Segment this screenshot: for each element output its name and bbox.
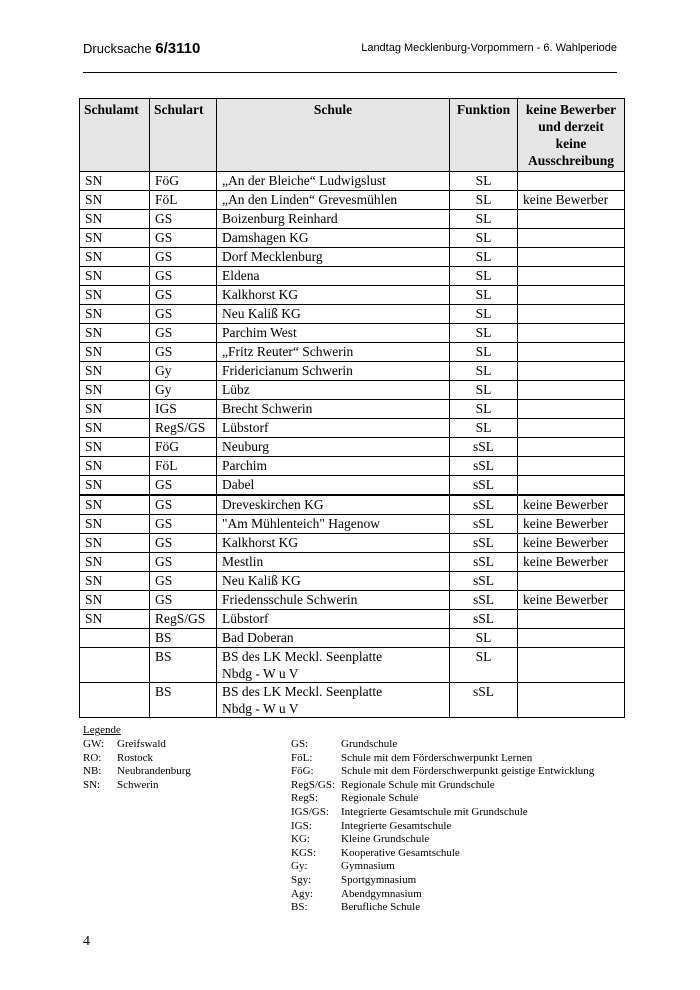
cell-status: [518, 267, 625, 286]
col-header-schulamt: Schulamt: [80, 99, 150, 172]
legend-entry: [83, 738, 283, 752]
cell-status: [518, 610, 625, 629]
cell-schulart: RegS/GS: [150, 610, 217, 629]
legend-meaning: Rostock: [117, 751, 154, 764]
cell-schulart: GS: [150, 495, 217, 515]
cell-schulamt: SN: [80, 172, 150, 191]
cell-schulart: IGS: [150, 400, 217, 419]
cell-funktion: SL: [450, 400, 518, 419]
cell-schulamt: SN: [80, 191, 150, 210]
legend-meaning: Integrierte Gesamtschule mit Grundschule: [341, 805, 528, 818]
cell-funktion: sSL: [450, 572, 518, 591]
cell-schulamt: SN: [80, 572, 150, 591]
cell-funktion: SL: [450, 286, 518, 305]
cell-schule: "Am Mühlenteich" Hagenow: [217, 515, 450, 534]
cell-schulamt: [80, 629, 150, 648]
cell-schule: Kalkhorst KG: [217, 286, 450, 305]
cell-schule: Lübstorf: [217, 610, 450, 629]
table-row: [80, 381, 625, 400]
legend-entry: [83, 779, 283, 793]
header-divider: [83, 72, 617, 73]
cell-funktion: SL: [450, 381, 518, 400]
cell-funktion: sSL: [450, 610, 518, 629]
cell-schulamt: SN: [80, 286, 150, 305]
legend-entry: [291, 847, 651, 861]
cell-schule: Dorf Mecklenburg: [217, 248, 450, 267]
cell-status: [518, 457, 625, 476]
legend-abbr: IGS:: [291, 819, 312, 832]
cell-schulart: GS: [150, 305, 217, 324]
cell-status: [518, 229, 625, 248]
cell-funktion: SL: [450, 210, 518, 229]
cell-schulamt: SN: [80, 476, 150, 496]
cell-status: [518, 248, 625, 267]
table-row: [80, 267, 625, 286]
cell-schulamt: SN: [80, 381, 150, 400]
cell-status: [518, 172, 625, 191]
cell-status: [518, 438, 625, 457]
cell-schule: BS des LK Meckl. Seenplatte Nbdg - W u V: [217, 683, 450, 718]
legend-entry: [291, 806, 651, 820]
legend-entry: [291, 738, 651, 752]
cell-schulart: GS: [150, 286, 217, 305]
cell-funktion: sSL: [450, 534, 518, 553]
cell-schulart: GS: [150, 248, 217, 267]
cell-schule: Brecht Schwerin: [217, 400, 450, 419]
cell-status: [518, 324, 625, 343]
cell-schule: Dabel: [217, 476, 450, 496]
legend-meaning: Integrierte Gesamtschule: [341, 819, 452, 832]
cell-schulart: GS: [150, 343, 217, 362]
cell-schule: Friedensschule Schwerin: [217, 591, 450, 610]
cell-schulamt: SN: [80, 324, 150, 343]
cell-status: [518, 381, 625, 400]
cell-schulamt: SN: [80, 438, 150, 457]
cell-funktion: SL: [450, 172, 518, 191]
cell-schule: Boizenburg Reinhard: [217, 210, 450, 229]
table-row: [80, 248, 625, 267]
table-row: [80, 648, 625, 683]
legend-entry: [291, 752, 651, 766]
table-row: [80, 400, 625, 419]
legend-abbr: BS:: [291, 901, 308, 914]
table-row: [80, 591, 625, 610]
cell-schulamt: SN: [80, 553, 150, 572]
legend-meaning: Gymnasium: [341, 860, 395, 873]
cell-status: [518, 210, 625, 229]
cell-funktion: SL: [450, 648, 518, 683]
cell-schule: Parchim West: [217, 324, 450, 343]
legend-school-types: [291, 738, 651, 915]
cell-funktion: SL: [450, 248, 518, 267]
table-row: [80, 324, 625, 343]
cell-schulart: BS: [150, 629, 217, 648]
cell-schulamt: SN: [80, 267, 150, 286]
table-row: [80, 286, 625, 305]
cell-schulart: GS: [150, 210, 217, 229]
cell-funktion: sSL: [450, 553, 518, 572]
cell-schule: Bad Doberan: [217, 629, 450, 648]
table-row: [80, 683, 625, 718]
cell-status: [518, 683, 625, 718]
cell-status: [518, 648, 625, 683]
cell-funktion: SL: [450, 191, 518, 210]
table-row: [80, 495, 625, 515]
cell-schulamt: SN: [80, 457, 150, 476]
cell-status: keine Bewerber: [518, 534, 625, 553]
cell-schule: Damshagen KG: [217, 229, 450, 248]
cell-funktion: sSL: [450, 457, 518, 476]
cell-funktion: sSL: [450, 495, 518, 515]
cell-schulart: BS: [150, 683, 217, 718]
legend-entry: [291, 833, 651, 847]
cell-status: keine Bewerber: [518, 191, 625, 210]
cell-status: keine Bewerber: [518, 591, 625, 610]
legend-meaning: Schule mit dem Förderschwerpunkt Lernen: [341, 751, 533, 764]
legend-entry: [83, 752, 283, 766]
legend-entry: [291, 779, 651, 793]
page-number: 4: [83, 934, 90, 949]
cell-funktion: sSL: [450, 438, 518, 457]
cell-schulamt: SN: [80, 495, 150, 515]
legend-abbr: SN:: [83, 778, 101, 791]
cell-schulart: GS: [150, 324, 217, 343]
cell-funktion: SL: [450, 324, 518, 343]
legend-abbr: FöG:: [291, 765, 314, 778]
table-row: [80, 476, 625, 496]
cell-schulart: FöL: [150, 457, 217, 476]
legend-abbr: KG:: [291, 833, 310, 846]
legend-meaning: Sportgymnasium: [341, 873, 417, 886]
legend-abbr: GS:: [291, 738, 309, 750]
legend-entry: [83, 765, 283, 779]
cell-schule: Fridericianum Schwerin: [217, 362, 450, 381]
cell-schulamt: SN: [80, 591, 150, 610]
legend-meaning: Kleine Grundschule: [341, 833, 430, 846]
cell-funktion: SL: [450, 629, 518, 648]
cell-schulart: FöG: [150, 438, 217, 457]
cell-schule: Lübstorf: [217, 419, 450, 438]
cell-schulart: GS: [150, 515, 217, 534]
cell-schulamt: SN: [80, 362, 150, 381]
table-row: [80, 305, 625, 324]
legend-meaning: Regionale Schule: [341, 792, 419, 805]
table-row: [80, 419, 625, 438]
table-row: [80, 572, 625, 591]
legend-entry: [291, 901, 651, 915]
cell-schule: Lübz: [217, 381, 450, 400]
cell-schule: Kalkhorst KG: [217, 534, 450, 553]
table-row: [80, 343, 625, 362]
legend-meaning: Berufliche Schule: [341, 901, 421, 914]
legend-meaning: Grundschule: [341, 738, 398, 750]
col-header-keine-bewerber: keine Bewerber und derzeit keine Ausschreibung: [518, 99, 625, 172]
legend-regions: [83, 738, 283, 792]
parliament-label: Landtag Mecklenburg-Vorpommern - 6. Wahlperiode: [361, 42, 617, 54]
cell-schulamt: SN: [80, 610, 150, 629]
school-table: [79, 98, 625, 718]
legend-abbr: KGS:: [291, 846, 317, 859]
cell-schulart: GS: [150, 267, 217, 286]
table-row: [80, 191, 625, 210]
cell-schulamt: SN: [80, 534, 150, 553]
cell-status: [518, 476, 625, 496]
cell-status: keine Bewerber: [518, 553, 625, 572]
legend-meaning: Regionale Schule mit Grundschule: [341, 778, 495, 791]
document-number: Drucksache 6/3110: [83, 40, 201, 57]
legend-abbr: Gy:: [291, 860, 308, 873]
cell-funktion: SL: [450, 229, 518, 248]
table-header-row: [80, 99, 625, 172]
cell-schule: BS des LK Meckl. Seenplatte Nbdg - W u V: [217, 648, 450, 683]
col-header-schulart: Schulart: [150, 99, 217, 172]
cell-schulart: Gy: [150, 381, 217, 400]
col-header-funktion: Funktion: [450, 99, 518, 172]
legend-entry: [291, 820, 651, 834]
legend-meaning: Abendgymnasium: [341, 887, 422, 900]
cell-schule: Eldena: [217, 267, 450, 286]
cell-schule: Neu Kaliß KG: [217, 572, 450, 591]
cell-funktion: sSL: [450, 515, 518, 534]
cell-status: keine Bewerber: [518, 495, 625, 515]
cell-schule: Parchim: [217, 457, 450, 476]
cell-schulart: GS: [150, 572, 217, 591]
legend-title: Legende: [83, 724, 121, 736]
cell-schulamt: SN: [80, 419, 150, 438]
cell-schule: Neuburg: [217, 438, 450, 457]
cell-schulamt: [80, 683, 150, 718]
legend-abbr: NB:: [83, 765, 102, 778]
cell-schule: „Fritz Reuter“ Schwerin: [217, 343, 450, 362]
legend-entry: [291, 888, 651, 902]
cell-schulart: GS: [150, 553, 217, 572]
cell-schulart: Gy: [150, 362, 217, 381]
table-row: [80, 438, 625, 457]
cell-schule: Dreveskirchen KG: [217, 495, 450, 515]
cell-status: [518, 305, 625, 324]
cell-funktion: SL: [450, 362, 518, 381]
cell-schulart: GS: [150, 534, 217, 553]
legend-abbr: RO:: [83, 751, 102, 764]
cell-schulart: BS: [150, 648, 217, 683]
cell-status: [518, 629, 625, 648]
legend-abbr: IGS/GS:: [291, 805, 329, 818]
legend-meaning: Neubrandenburg: [117, 765, 191, 778]
cell-schulamt: [80, 648, 150, 683]
legend-meaning: Schule mit dem Förderschwerpunkt geistige Entwicklung: [341, 765, 595, 778]
cell-funktion: sSL: [450, 476, 518, 496]
table-row: [80, 534, 625, 553]
legend-abbr: Sgy:: [291, 873, 312, 886]
cell-funktion: SL: [450, 419, 518, 438]
cell-schule: „An der Bleiche“ Ludwigslust: [217, 172, 450, 191]
cell-schulamt: SN: [80, 343, 150, 362]
cell-status: [518, 572, 625, 591]
table-row: [80, 172, 625, 191]
legend-meaning: Kooperative Gesamtschule: [341, 846, 460, 859]
legend: [83, 724, 643, 914]
cell-status: [518, 286, 625, 305]
cell-schulart: GS: [150, 476, 217, 496]
cell-funktion: SL: [450, 343, 518, 362]
cell-schulart: RegS/GS: [150, 419, 217, 438]
legend-meaning: Schwerin: [117, 778, 159, 791]
legend-abbr: RegS/GS:: [291, 778, 336, 791]
cell-schulart: GS: [150, 591, 217, 610]
cell-funktion: SL: [450, 267, 518, 286]
cell-status: [518, 362, 625, 381]
cell-status: keine Bewerber: [518, 515, 625, 534]
table-row: [80, 229, 625, 248]
table-row: [80, 457, 625, 476]
cell-funktion: SL: [450, 305, 518, 324]
cell-schule: Mestlin: [217, 553, 450, 572]
cell-funktion: sSL: [450, 591, 518, 610]
cell-schulart: FöG: [150, 172, 217, 191]
legend-entry: [291, 874, 651, 888]
cell-status: [518, 343, 625, 362]
legend-entry: [291, 860, 651, 874]
cell-schulart: GS: [150, 229, 217, 248]
table-row: [80, 553, 625, 572]
legend-meaning: Greifswald: [117, 738, 166, 750]
table-row: [80, 629, 625, 648]
cell-schulart: FöL: [150, 191, 217, 210]
table-row: [80, 210, 625, 229]
legend-abbr: GW:: [83, 738, 104, 750]
legend-entry: [291, 792, 651, 806]
table-row: [80, 610, 625, 629]
cell-schulamt: SN: [80, 515, 150, 534]
legend-abbr: Agy:: [291, 887, 313, 900]
legend-abbr: RegS:: [291, 792, 318, 805]
cell-schulamt: SN: [80, 400, 150, 419]
cell-status: [518, 419, 625, 438]
table-body: [80, 172, 625, 718]
cell-schule: „An den Linden“ Grevesmühlen: [217, 191, 450, 210]
table-row: [80, 362, 625, 381]
cell-schulamt: SN: [80, 210, 150, 229]
cell-schulamt: SN: [80, 229, 150, 248]
cell-funktion: sSL: [450, 683, 518, 718]
legend-abbr: FöL:: [291, 751, 313, 764]
cell-status: [518, 400, 625, 419]
cell-schulamt: SN: [80, 248, 150, 267]
cell-schule: Neu Kaliß KG: [217, 305, 450, 324]
legend-entry: [291, 765, 651, 779]
cell-schulamt: SN: [80, 305, 150, 324]
page-header: [83, 40, 617, 66]
col-header-schule: Schule: [217, 99, 450, 172]
table-row: [80, 515, 625, 534]
